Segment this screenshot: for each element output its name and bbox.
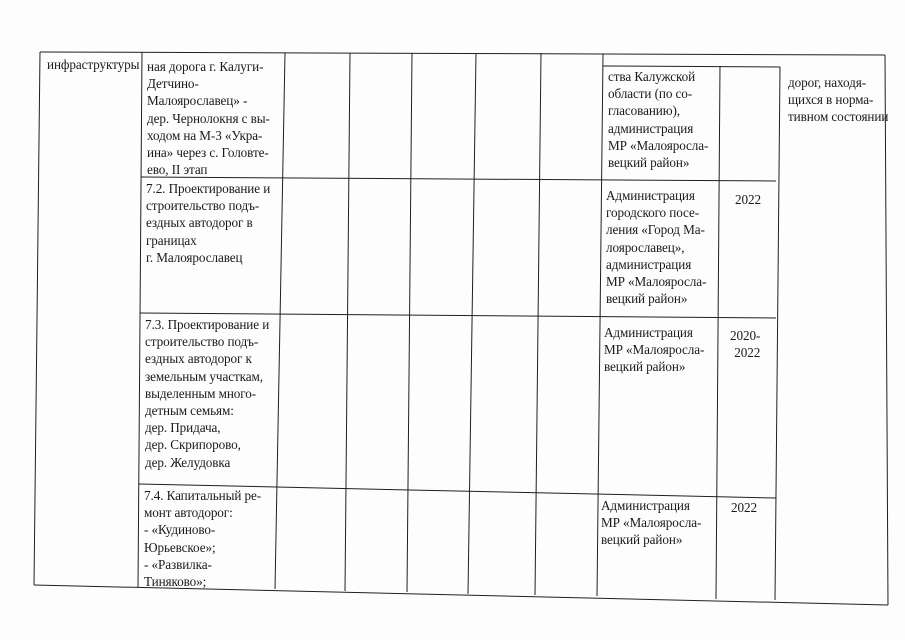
table-top-border — [40, 52, 885, 55]
result-text: дорог, находя- щихся в норма- тивном состоянии — [788, 75, 889, 125]
table-right-border — [885, 55, 888, 605]
row1-executor: ства Калужской области (по со- гласованию), администрация МР «Малояросла- вецкий район» — [608, 69, 709, 171]
row2-name: 7.2. Проектирование и строительство подъ- ездных автодорог в границах г. Малоярославец — [146, 181, 271, 265]
row1-name: ная дорога г. Калуги- Детчино- Малоярославец» - дер. Чернолокня с вы- ходом на М-3 «Укра- ина» через с. Головте- ево, II этап — [147, 59, 270, 178]
row4-name: 7.4. Капитальный ре- монт автодорог: - «Кудиново- Юрьевское»; - «Развилка- Тиняково»; — [144, 488, 262, 590]
row3-name: 7.3. Проектирование и строительство подъ- ездных автодорог к земельным участкам, выделенным много- детным семьям: дер. Придача, дер. Скрипорово, дер. Желудовка — [145, 317, 270, 470]
col-sep-6 — [535, 53, 541, 595]
col-sep-8 — [716, 66, 720, 599]
col-sep-3 — [345, 53, 350, 591]
table-left-border — [34, 52, 40, 585]
row2-executor: Администрация городского посе- ления «Город Ма- лоярославец», администрация МР «Малояросла- вецкий район» — [606, 188, 707, 307]
row4-executor: Администрация МР «Малояросла- вецкий район» — [601, 498, 702, 548]
col1-text: инфраструктуры — [47, 57, 140, 72]
row3-year: 2020- 2022 — [730, 328, 761, 361]
col-sep-9 — [775, 67, 780, 600]
col-sep-1 — [138, 52, 142, 587]
row2-year: 2022 — [735, 192, 761, 207]
row3-executor: Администрация МР «Малояросла- вецкий район» — [604, 325, 705, 375]
col-sep-5 — [468, 53, 476, 594]
col-sep-2 — [275, 53, 285, 589]
col-sep-4 — [407, 53, 412, 592]
row4-year: 2022 — [731, 500, 757, 515]
right-block-top-line — [603, 66, 780, 67]
